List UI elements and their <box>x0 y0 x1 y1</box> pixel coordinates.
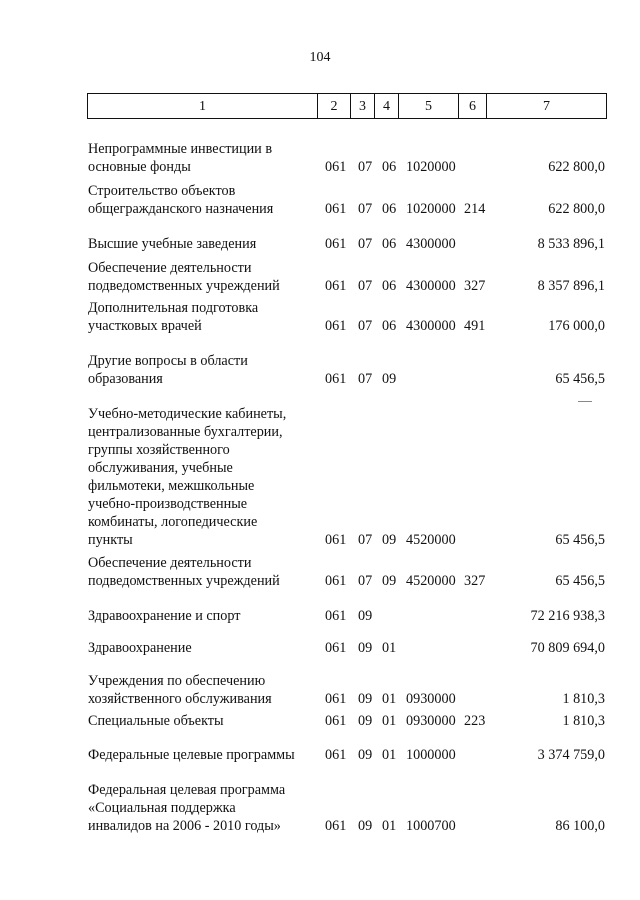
row-code-subsection: 06 <box>382 236 397 252</box>
row-amount: 8 533 896,1 <box>537 236 605 252</box>
row-code-section: 07 <box>358 573 373 589</box>
row-code-section: 09 <box>358 818 373 834</box>
row-code-ministry: 061 <box>325 608 347 624</box>
row-amount: 1 810,3 <box>562 713 605 729</box>
row-amount: 70 809 694,0 <box>530 640 605 656</box>
row-code-target: 1000700 <box>406 818 456 834</box>
row-code-section: 07 <box>358 532 373 548</box>
page-number: 104 <box>309 50 331 65</box>
row-code-ministry: 061 <box>325 713 347 729</box>
table-row <box>0 746 640 764</box>
row-amount: 1 810,3 <box>562 691 605 707</box>
row-code-subsection: 09 <box>382 371 397 387</box>
row-code-ministry: 061 <box>325 371 347 387</box>
row-name: Учебно-методические кабинеты, централизованные бухгалтерии, группы хозяйственного обслуживания, учебные фильмотеки, межшкольные учебно-производственные комбинаты, логопедические пункты <box>88 406 287 548</box>
row-code-ministry: 061 <box>325 691 347 707</box>
row-name: Строительство объектов общегражданского назначения <box>88 183 274 217</box>
row-code-subsection: 01 <box>382 747 397 763</box>
row-code-type: 214 <box>464 201 486 217</box>
row-name: Федеральные целевые программы <box>88 747 295 763</box>
row-name: Высшие учебные заведения <box>88 236 257 252</box>
row-code-type: 327 <box>464 278 486 294</box>
header-col-1: 1 <box>87 93 318 119</box>
table-row <box>0 672 640 708</box>
table-row <box>0 607 640 625</box>
row-code-section: 07 <box>358 236 373 252</box>
row-amount: 65 456,5 <box>555 532 605 548</box>
row-code-target: 4300000 <box>406 278 456 294</box>
row-amount: 86 100,0 <box>555 818 605 834</box>
table-row <box>0 554 640 590</box>
row-code-subsection: 06 <box>382 201 397 217</box>
row-name: Обеспечение деятельности подведомственных учреждений <box>88 260 280 294</box>
row-code-section: 07 <box>358 201 373 217</box>
row-code-ministry: 061 <box>325 747 347 763</box>
row-amount: 8 357 896,1 <box>537 278 605 294</box>
row-code-type: 491 <box>464 318 486 334</box>
row-amount: 72 216 938,3 <box>530 608 605 624</box>
table-row <box>0 781 640 835</box>
row-code-subsection: 01 <box>382 713 397 729</box>
row-code-target: 1020000 <box>406 201 456 217</box>
row-code-target: 4520000 <box>406 573 456 589</box>
row-amount: 3 374 759,0 <box>537 747 605 763</box>
row-code-ministry: 061 <box>325 640 347 656</box>
row-code-ministry: 061 <box>325 573 347 589</box>
row-name: Здравоохранение и спорт <box>88 608 241 624</box>
table-body <box>0 140 640 835</box>
row-code-target: 0930000 <box>406 691 456 707</box>
row-code-subsection: 06 <box>382 159 397 175</box>
row-code-ministry: 061 <box>325 532 347 548</box>
row-code-target: 4300000 <box>406 318 456 334</box>
row-code-section: 07 <box>358 159 373 175</box>
row-code-target: 4520000 <box>406 532 456 548</box>
row-code-subsection: 06 <box>382 278 397 294</box>
row-amount: 622 800,0 <box>548 201 605 217</box>
row-code-subsection: 01 <box>382 691 397 707</box>
table-row <box>0 405 640 549</box>
row-code-target: 1020000 <box>406 159 456 175</box>
table-row <box>0 352 640 388</box>
row-code-target: 1000000 <box>406 747 456 763</box>
row-name: Обеспечение деятельности подведомственных учреждений <box>88 555 280 589</box>
row-code-section: 07 <box>358 278 373 294</box>
row-name: Специальные объекты <box>88 713 224 729</box>
row-code-subsection: 01 <box>382 640 397 656</box>
row-code-section: 09 <box>358 608 373 624</box>
table-row <box>0 140 640 176</box>
row-name: Здравоохранение <box>88 640 192 656</box>
table-row <box>0 639 640 657</box>
table-row <box>0 259 640 295</box>
row-code-subsection: 01 <box>382 818 397 834</box>
header-col-2: 2 <box>318 93 351 119</box>
scan-mark <box>578 401 592 402</box>
row-amount: 622 800,0 <box>548 159 605 175</box>
row-code-subsection: 09 <box>382 573 397 589</box>
row-code-subsection: 09 <box>382 532 397 548</box>
row-amount: 176 000,0 <box>548 318 605 334</box>
row-name: Федеральная целевая программа «Социальная поддержка инвалидов на 2006 - 2010 годы» <box>88 782 286 834</box>
table-row <box>0 182 640 218</box>
row-code-section: 09 <box>358 691 373 707</box>
row-name: Другие вопросы в области образования <box>88 353 248 387</box>
row-code-type: 223 <box>464 713 486 729</box>
table-header <box>87 93 607 121</box>
row-name: Учреждения по обеспечению хозяйственного обслуживания <box>88 673 272 707</box>
header-col-3: 3 <box>351 93 375 119</box>
row-code-section: 09 <box>358 747 373 763</box>
header-col-6: 6 <box>459 93 487 119</box>
row-amount: 65 456,5 <box>555 371 605 387</box>
row-code-ministry: 061 <box>325 818 347 834</box>
row-code-subsection: 06 <box>382 318 397 334</box>
row-code-ministry: 061 <box>325 159 347 175</box>
row-code-ministry: 061 <box>325 236 347 252</box>
header-col-7: 7 <box>487 93 607 119</box>
row-code-section: 09 <box>358 713 373 729</box>
row-code-ministry: 061 <box>325 201 347 217</box>
row-code-ministry: 061 <box>325 318 347 334</box>
row-code-section: 07 <box>358 318 373 334</box>
table-row <box>0 299 640 335</box>
row-code-section: 07 <box>358 371 373 387</box>
row-amount: 65 456,5 <box>555 573 605 589</box>
header-col-5: 5 <box>399 93 459 119</box>
table-row <box>0 235 640 253</box>
header-col-4: 4 <box>375 93 399 119</box>
row-code-target: 4300000 <box>406 236 456 252</box>
row-code-type: 327 <box>464 573 486 589</box>
row-code-section: 09 <box>358 640 373 656</box>
row-name: Дополнительная подготовка участковых врачей <box>88 300 259 334</box>
row-code-target: 0930000 <box>406 713 456 729</box>
row-name: Непрограммные инвестиции в основные фонды <box>88 141 273 175</box>
table-row <box>0 712 640 730</box>
row-code-ministry: 061 <box>325 278 347 294</box>
